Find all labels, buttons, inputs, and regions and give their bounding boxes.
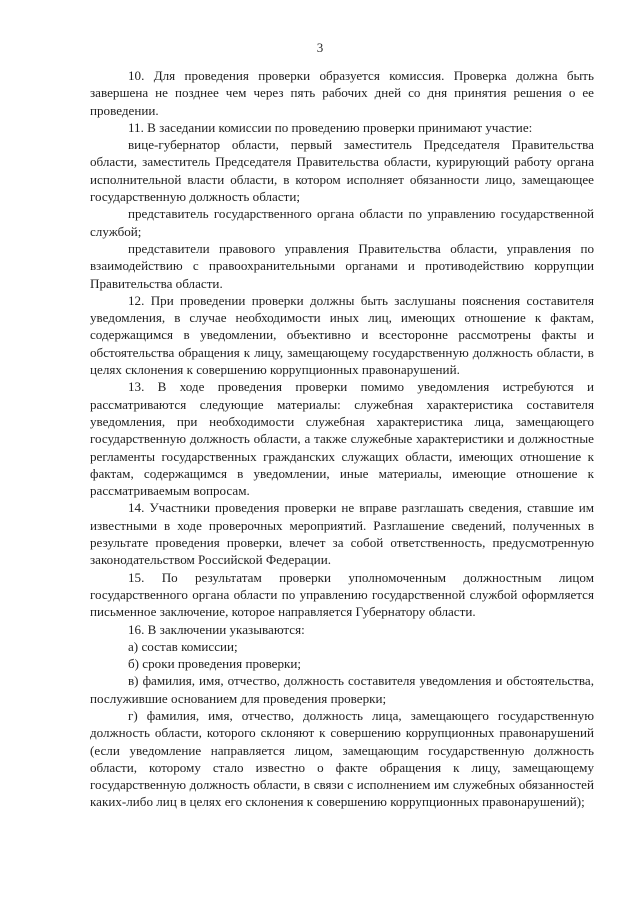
paragraph-10: 10. Для проведения проверки образуется комиссия. Проверка должна быть завершена не позднее чем через пять рабочих дней со дня принятия решения о ее проведении. — [90, 68, 594, 118]
paragraph-16-item-a: а) состав комиссии; — [128, 638, 238, 654]
page-number: 3 — [316, 40, 324, 55]
paragraph-11-item-legal-department: представители правового управления Правительства области, управления по взаимодействию с правоохранительными органами и противодействию коррупции Правительства области. — [90, 240, 594, 291]
paragraph-16: 16. В заключении указываются: — [128, 621, 305, 637]
document-body — [90, 67, 594, 811]
paragraph-11-item-state-body: представитель государственного органа области по управлению государственной службой; — [90, 206, 594, 239]
paragraph-16-item-g: г) фамилия, имя, отчество, должность лица, замещающего государственную должность области, которого склоняют к совершению коррупционных правонарушений (если уведомление направляется лицом, замещающим государственную должность области, которому стало известно о факте обращения к лицу, замещающему государственную должность области, в связи с исполнением им служебных обязанностей каких-либо лиц в целях его склонения к совершению коррупционных правонарушений); — [90, 707, 594, 810]
paragraph-16-item-b: б) сроки проведения проверки; — [128, 656, 302, 672]
paragraph-11-item-vice-governor: вице-губернатор области, первый заместитель Председателя Правительства области, заместитель Председателя Правительства области, курирующий работу органа исполнительной власти области, в котором исполняет обязанности лицо, замещающее государственную должность области; — [90, 137, 594, 205]
paragraph-11: 11. В заседании комиссии по проведению проверки принимают участие: — [128, 119, 533, 135]
paragraph-14: 14. Участники проведения проверки не вправе разглашать сведения, ставшие им известными в ходе проверочных мероприятий. Разглашение сведений, полученных в результате проведения проверки, влечет за собой ответственность, предусмотренную законодательством Российской Федерации. — [90, 500, 594, 568]
paragraph-15: 15. По результатам проверки уполномоченным должностным лицом государственного органа области по управлению государственной службой оформляется письменное заключение, которое направляется Губернатору области. — [90, 569, 594, 620]
paragraph-12: 12. При проведении проверки должны быть заслушаны пояснения составителя уведомления, в случае необходимости иных лиц, имеющих отношение к фактам, содержащимся в уведомлении, объективно и всесторонне рассмотрены факты и обстоятельства обращения к лицу, замещающему государственную должность области, в целях склонения к совершению коррупционных правонарушений. — [90, 292, 594, 378]
paragraph-16-item-v: в) фамилия, имя, отчество, должность составителя уведомления и обстоятельства, послужившие основанием для проведения проверки; — [90, 673, 594, 706]
paragraph-13: 13. В ходе проведения проверки помимо уведомления истребуются и рассматриваются следующие материалы: служебная характеристика составителя уведомления, при необходимости служебная характеристика лица, замещающего государственную должность области, а также служебные характеристики и должностные регламенты государственных гражданских служащих области, имеющих отношение к фактам, содержащимся в уведомлении, иные материалы, имеющие отношение к рассматриваемым вопросам. — [90, 379, 594, 499]
